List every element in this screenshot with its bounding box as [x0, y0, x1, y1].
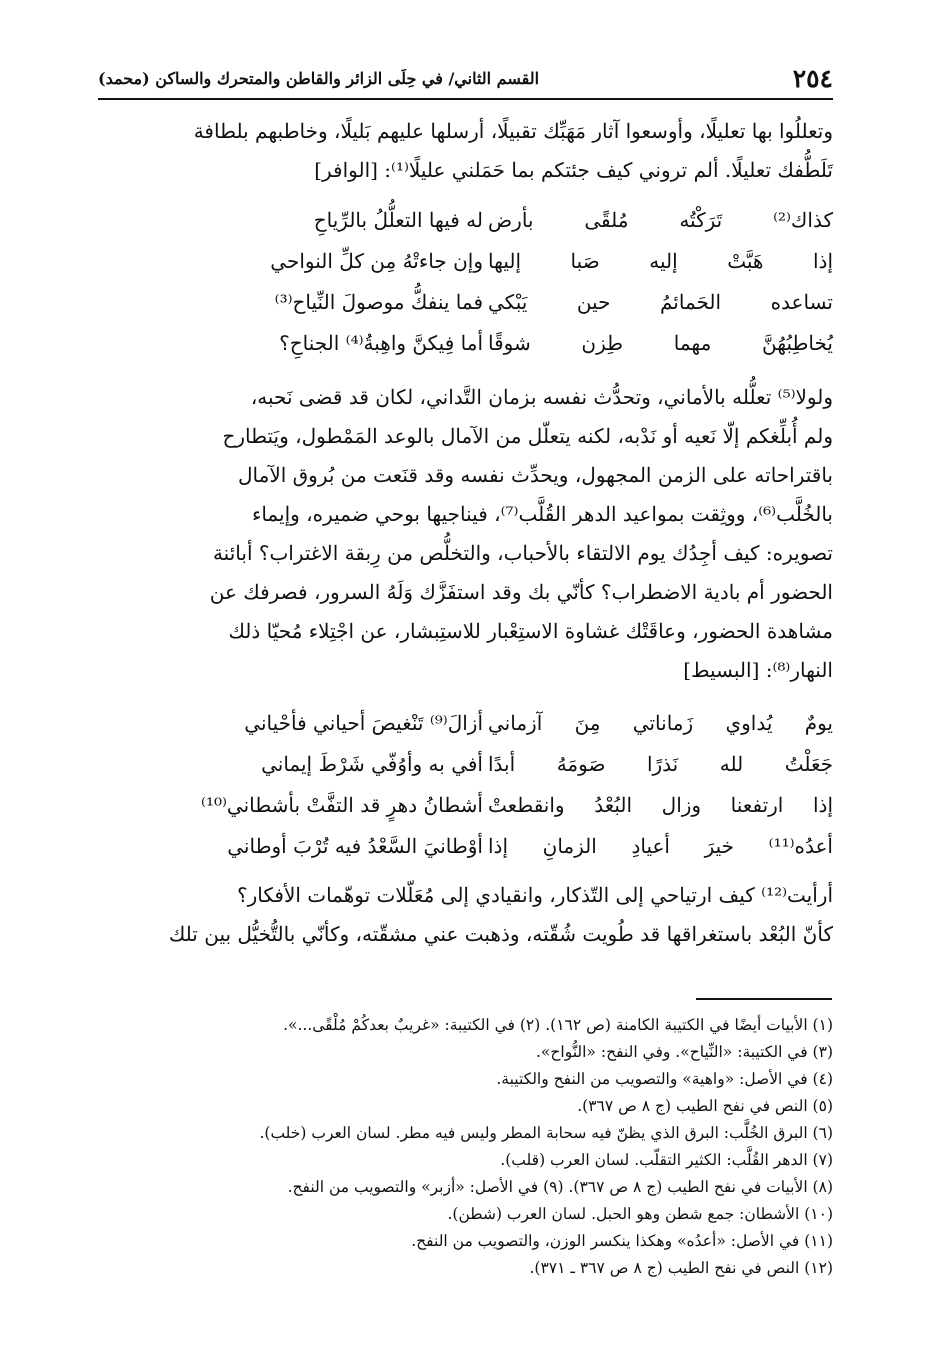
footnote-separator: [696, 998, 832, 1000]
footnote: (٦) البرق الخُلَّب: البرق الذي يظنّ فيه سحابة المطر وليس فيه مطر. لسان العرب (خلب).: [259, 1124, 833, 1142]
poem-wafir: [98, 200, 833, 364]
footnote: (١٠) الأشطان: جمع شطن وهو الحبل. لسان العرب (شطن).: [447, 1205, 833, 1223]
second-hemistich: أفي به وأوُفّي شَرْطَ إيماني: [261, 752, 483, 776]
text-line: أرأيت⁽¹²⁾ كيف ارتياحي إلى التّذكار، وانقيادي إلى مُعَلّلات توهّمات الأفكار؟: [236, 883, 833, 907]
page-header: [98, 58, 833, 98]
page-number: ٢٥٤: [792, 63, 833, 93]
footnote: (٥) النص في نفح الطيب (ج ٨ ص ٣٦٧).: [577, 1097, 833, 1115]
verse-row: [98, 241, 833, 282]
first-hemistich: إذا هَبَّتْ إليه صَبا إليها: [488, 249, 833, 273]
text-line: باقتراحاته على الزمن المجهول، ويحدِّث نفسه وقد قنَعت من بُروق الآمال: [238, 463, 833, 487]
second-hemistich: أما فِيكنَّ واهِبةُ⁽⁴⁾ الجناحِ؟: [279, 331, 483, 355]
footnote: (٤) في الأصل: «واهية» والتصويب من النفح والكتيبة.: [496, 1070, 833, 1088]
header-rule: [98, 98, 833, 100]
footnote: (١) الأبيات أيضًا في الكتيبة الكامنة (ص ١٦٢). (٢) في الكتيبة: «غريبٌ بعدكُمْ مُلْقًى...».: [283, 1016, 833, 1034]
verse-row: [98, 282, 833, 323]
text-line: ولولا⁽⁵⁾ تعلُّله بالأماني، وتحدُّث نفسه بزمان التَّداني، لكان قد قضى نَحبه،: [250, 385, 833, 409]
first-hemistich: يُخاطِبُهُنَّ مهما طِزن شوقًا: [488, 331, 833, 355]
footnote: (١٢) النص في نفح الطيب (ج ٨ ص ٣٦٧ ـ ٣٧١).: [529, 1259, 833, 1277]
poem-basit: [98, 703, 833, 867]
second-hemistich: فما ينفكُّ موصولَ النِّياح⁽³⁾: [274, 290, 483, 314]
verse-row: [98, 703, 833, 744]
verse-row: [98, 200, 833, 241]
text-line: ولم أُبلِّغكم إلّا نَعيه أو نَدْبه، لكنه يتعلّل من الآمال بالوعد المَمْطول، ويَتطارح: [222, 424, 833, 448]
second-hemistich: أوْطانيَ السَّعْدُ فيه تُرْبَ أوطاني: [227, 834, 483, 858]
first-hemistich: إذا ارتفعنا وزال البُعْدُ وانقطعتْ: [488, 793, 833, 817]
second-hemistich: أشطانُ دهرٍ قد التفَّتْ بأشطاني⁽¹⁰⁾: [201, 793, 483, 817]
text-line: تصويره: كيف أجِدُك يوم الالتقاء بالأحباب، والتخلُّص من رِبقة الاغتراب؟ أبائنة: [212, 541, 833, 565]
text-line: كأنّ البُعْد باستغراقها قد طُويت شُقّته، وذهبت عني مشقّته، وكأنّي بالتُّخيُّل بين تلك: [168, 922, 833, 946]
first-hemistich: كذاك⁽²⁾ تَرَكْتُه مُلقًى بأرض: [488, 208, 833, 232]
first-hemistich: يومٌ يُداوي زَماناتي مِنَ آزماني: [488, 711, 833, 735]
text-line: تَلَطُّفك تعليلًا. ألم تروني كيف جئتكم بما حَمَلني عليلًا⁽¹⁾: [الوافر]: [314, 158, 833, 182]
verse-row: [98, 744, 833, 785]
running-title: القسم الثاني/ في حِلَى الزائر والقاطن والمتحرك والساكن (محمد): [98, 68, 540, 88]
second-hemistich: له فيها التعلُّلُ بالرِّياحِ: [313, 208, 483, 232]
second-hemistich: أزالَ⁽⁹⁾ تَنْغيصَ أحياني فأحْياني: [244, 711, 483, 735]
prose-block-3: [98, 876, 833, 954]
text-line: وتعللُوا بها تعليلًا، وأوسعوا آثار مَهَبِّك تقبيلًا، أرسلها عليهم بَليلًا، وخاطبهم بلطافة: [193, 119, 833, 143]
footnote: (٨) الأبيات في نفح الطيب (ج ٨ ص ٣٦٧). (٩) في الأصل: «أزبر» والتصويب من النفح.: [287, 1178, 833, 1196]
prose-block-2: [98, 378, 833, 690]
first-hemistich: تساعده الحَمائمُ حين يَبْكي: [488, 290, 833, 314]
footnote: (١١) في الأصل: «أعدُه» وهكذا ينكسر الوزن، والتصويب من النفح.: [411, 1232, 833, 1250]
text-line: مشاهدة الحضور، وعاقَتْك غشاوة الاستِعْبار للاستِبشار، عن اجْتِلاء مُحيّا ذلك: [228, 619, 833, 643]
text-line: الحضور أم بادية الاضطراب؟ كأنّي بك وقد استفَزَّك وَلَهُ السرور، فصرفك عن: [209, 580, 833, 604]
footnotes: [98, 1012, 833, 1282]
verse-row: [98, 785, 833, 826]
verse-row: [98, 323, 833, 364]
footnote: (٣) في الكتيبة: «النِّياح». وفي النفح: «النُّواح».: [536, 1043, 833, 1061]
first-hemistich: جَعَلْتُ لله نَذرًا صَومَهُ أبدًا: [488, 752, 833, 776]
prose-block-1: [98, 112, 833, 190]
verse-row: [98, 826, 833, 867]
second-hemistich: وإن جاءتْهُ مِن كلِّ النواحي: [270, 249, 483, 273]
footnote: (٧) الدهر القُلَّب: الكثير التقلّب. لسان العرب (قلب).: [500, 1151, 833, 1169]
text-line: النهار⁽⁸⁾: [البسيط]: [683, 658, 833, 682]
text-line: بالخُلَّب⁽⁶⁾، ووثِقت بمواعيد الدهر القُلَّب⁽⁷⁾، فيناجيها بوحي ضميره، وإيماء: [251, 502, 833, 526]
first-hemistich: أعدُه⁽¹¹⁾ خيرَ أعيادِ الزمانِ إذا: [488, 834, 833, 858]
